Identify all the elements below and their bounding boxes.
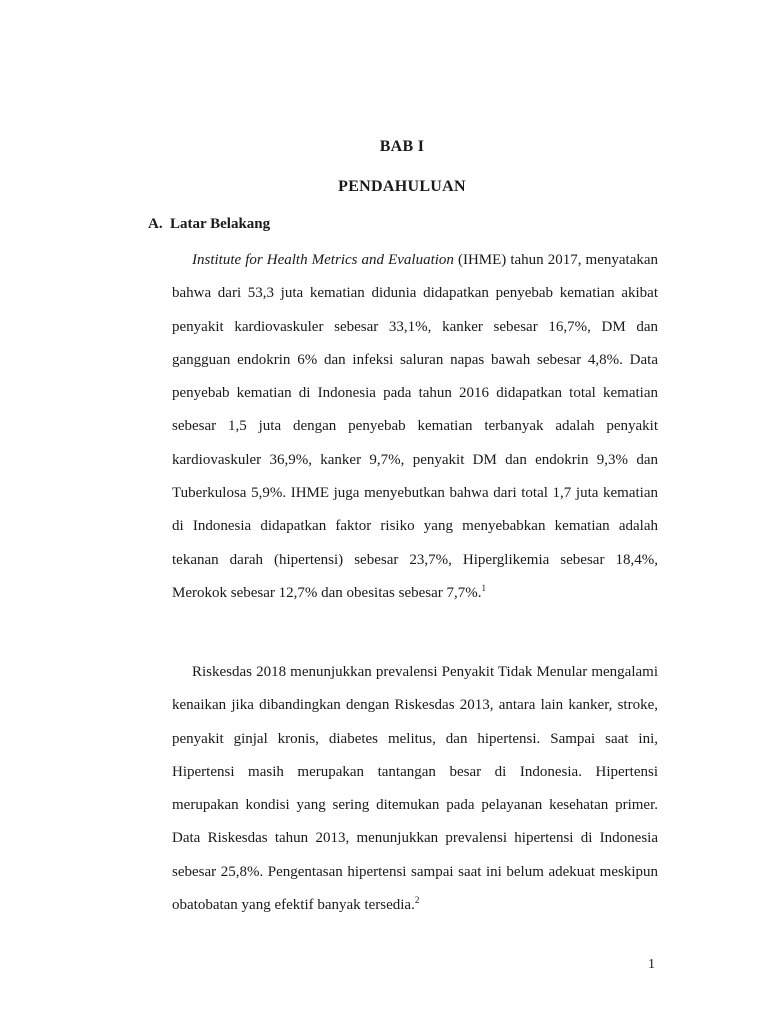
footnote-ref-2[interactable]: 2 xyxy=(414,895,420,906)
paragraph-riskesdas xyxy=(172,656,658,922)
chapter-title: PENDAHULUAN xyxy=(338,178,466,195)
section-heading xyxy=(148,216,270,233)
chapter-number: BAB I xyxy=(379,138,425,155)
section-title: Latar Belakang xyxy=(170,216,271,232)
paragraph-ihme-text: (IHME) tahun 2017, menyatakan bahwa dari 53,3 juta kematian didunia didapatkan penyebab kematian akibat penyakit kardiovaskuler sebesar 33,1%, kanker sebesar 16,7%, DM dan gangguan endokrin 6% dan infeksi saluran napas bawah sebesar 4,8%. Data penyebab kematian di Indonesia pada tahun 2016 didapatkan total kematian sebesar 1,5 juta dengan penyebab kematian terbanyak adalah penyakit kardiovaskuler 36,9%, kanker 9,7%, penyakit DM dan endokrin 9,3% dan Tuberkulosa 5,9%. IHME juga menyebutkan bahwa dari total 1,7 juta kematian di Indonesia didapatkan faktor risiko yang menyebabkan kematian adalah tekanan darah (hipertensi) sebesar 23,7%, Hiperglikemia sebesar 18,4%, Merokok sebesar 12,7% dan obesitas sebesar 7,7%. xyxy=(172,252,659,601)
section-letter: A. xyxy=(148,216,163,232)
paragraph-ihme xyxy=(172,244,658,610)
footnote-ref-1[interactable]: 1 xyxy=(481,582,486,593)
paragraph-riskesdas-text: Riskesdas 2018 menunjukkan prevalensi Penyakit Tidak Menular mengalami kenaikan jika dibandingkan dengan Riskesdas 2013, antara lain kanker, stroke, penyakit ginjal kronis, diabetes melitus, dan hipertensi. Sampai saat ini, Hipertensi masih merupakan tantangan besar di Indonesia. Hipertensi merupakan kondisi yang sering ditemukan pada pelayanan kesehatan primer. Data Riskesdas tahun 2013, menunjukkan prevalensi hipertensi di Indonesia sebesar 25,8%. Pengentasan hipertensi sampai saat ini belum adekuat meskipun obatobatan yang efektif banyak tersedia. xyxy=(172,664,658,914)
page-number: 1 xyxy=(648,957,655,972)
institute-name: Institute for Health Metrics and Evaluation xyxy=(192,252,454,268)
